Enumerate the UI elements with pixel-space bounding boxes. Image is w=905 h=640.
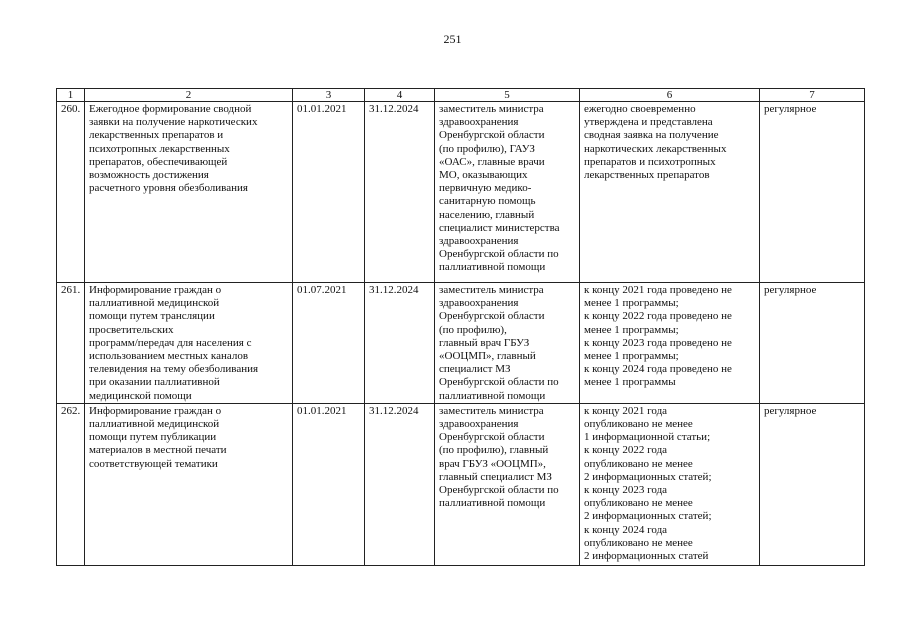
start-date: 01.07.2021	[293, 283, 365, 404]
text-line: «ОАС», главные врачи	[439, 155, 545, 168]
table-row	[57, 403, 865, 565]
text-line: помощи путем публикации	[89, 431, 217, 444]
text-line: населению, главный	[439, 208, 535, 221]
text-line: возможность достижения	[89, 169, 209, 182]
page-number: 251	[443, 32, 462, 46]
text-line: специалист МЗ	[439, 363, 511, 376]
table-row	[57, 283, 865, 404]
end-date: 31.12.2024	[365, 102, 435, 283]
activity-cell	[85, 102, 293, 283]
activity-type: регулярное	[760, 102, 865, 283]
text-line: программ/передач для населения с	[89, 336, 252, 349]
text-line: паллиативной помощи	[439, 389, 546, 402]
text-line: лекарственных препаратов	[584, 169, 710, 182]
text-line: ежегодно своевременно	[584, 103, 696, 115]
result-cell	[580, 403, 760, 565]
text-line: специалист министерства	[439, 221, 560, 234]
text-line: к концу 2024 года проведено не	[584, 363, 732, 376]
text-line: наркотических лекарственных	[584, 142, 727, 155]
text-line: к концу 2023 года проведено не	[584, 336, 732, 349]
text-line: Оренбургской области по	[439, 484, 559, 497]
text-line: к концу 2022 года проведено не	[584, 310, 732, 323]
text-line: психотропных лекарственных	[89, 142, 230, 155]
text-line: опубликовано не менее	[584, 418, 693, 431]
activity-type: регулярное	[760, 403, 865, 565]
column-header-2: 2	[85, 89, 293, 102]
text-line: препаратов и психотропных	[584, 155, 716, 168]
text-line: к концу 2024 года	[584, 523, 668, 536]
text-line: здравоохранения	[439, 297, 519, 310]
result-cell	[580, 102, 760, 283]
text-line: соответствующей тематики	[89, 457, 218, 470]
text-line: (по профилю), главный	[439, 444, 549, 457]
text-line: менее 1 программы	[584, 376, 676, 389]
activity-type: регулярное	[760, 283, 865, 404]
text-line: материалов в местной печати	[89, 444, 227, 457]
text-line: 1 информационной статьи;	[584, 431, 711, 444]
text-line: к концу 2022 года	[584, 444, 668, 457]
column-header-5: 5	[435, 89, 580, 102]
column-header-1: 1	[57, 89, 85, 102]
column-header-4: 4	[365, 89, 435, 102]
text-line: менее 1 программы;	[584, 297, 679, 310]
text-line: 2 информационных статей;	[584, 510, 712, 523]
text-line: Информирование граждан о	[89, 284, 222, 296]
responsible-cell	[435, 283, 580, 404]
text-line: здравоохранения	[439, 235, 519, 248]
text-line: препаратов, обеспечивающей	[89, 155, 228, 168]
text-line: к концу 2021 года проведено не	[584, 284, 732, 296]
text-line: 2 информационных статей	[584, 550, 709, 563]
text-line: Информирование граждан о	[89, 404, 222, 417]
text-line: 2 информационных статей;	[584, 470, 712, 483]
text-line: сводная заявка на получение	[584, 129, 719, 142]
text-line: помощи путем трансляции	[89, 310, 215, 323]
text-line: Оренбургской области по	[439, 248, 559, 261]
column-header-7: 7	[760, 89, 865, 102]
column-number-row	[57, 89, 865, 102]
text-line: к концу 2021 года	[584, 404, 668, 417]
text-line: здравоохранения	[439, 418, 519, 431]
text-line: медицинской помощи	[89, 389, 192, 402]
column-header-3: 3	[293, 89, 365, 102]
text-line: первичную медико-	[439, 182, 532, 195]
end-date: 31.12.2024	[365, 283, 435, 404]
activity-cell	[85, 403, 293, 565]
text-line: МО, оказывающих	[439, 169, 528, 182]
text-line: санитарную помощь	[439, 195, 536, 208]
start-date: 01.01.2021	[293, 102, 365, 283]
text-line: просветительских	[89, 323, 174, 336]
row-number: 261.	[57, 283, 85, 404]
text-line: Оренбургской области	[439, 129, 545, 142]
text-line: Оренбургской области	[439, 431, 545, 444]
text-line: заместитель министра	[439, 404, 544, 417]
responsible-cell	[435, 403, 580, 565]
row-number: 262.	[57, 403, 85, 565]
text-line: заместитель министра	[439, 103, 544, 115]
text-line: здравоохранения	[439, 116, 519, 129]
text-line: опубликовано не менее	[584, 536, 693, 549]
text-line: Ежегодное формирование сводной	[89, 103, 252, 115]
table-row	[57, 102, 865, 283]
text-line: расчетного уровня обезболивания	[89, 182, 248, 195]
text-line: (по профилю),	[439, 323, 507, 336]
text-line: утверждена и представлена	[584, 116, 713, 129]
text-line: опубликовано не менее	[584, 457, 693, 470]
column-header-6: 6	[580, 89, 760, 102]
text-line: использованием местных каналов	[89, 350, 249, 363]
text-line: при оказании паллиативной	[89, 376, 220, 389]
text-line: менее 1 программы;	[584, 350, 679, 363]
end-date: 31.12.2024	[365, 403, 435, 565]
text-line: врач ГБУЗ «ООЦМП»,	[439, 457, 546, 470]
text-line: паллиативной медицинской	[89, 297, 220, 310]
text-line: к концу 2023 года	[584, 484, 668, 497]
text-line: (по профилю), ГАУЗ	[439, 142, 535, 155]
text-line: Оренбургской области по	[439, 376, 559, 389]
text-line: главный специалист МЗ	[439, 470, 552, 483]
text-line: паллиативной помощи	[439, 261, 546, 274]
text-line: телевидения на тему обезболивания	[89, 363, 259, 376]
text-line: опубликовано не менее	[584, 497, 693, 510]
text-line: паллиативной медицинской	[89, 418, 220, 431]
text-line: главный врач ГБУЗ	[439, 336, 530, 349]
result-cell	[580, 283, 760, 404]
text-line: лекарственных препаратов и	[89, 129, 224, 142]
text-line: менее 1 программы;	[584, 323, 679, 336]
text-line: «ООЦМП», главный	[439, 350, 536, 363]
text-line: паллиативной помощи	[439, 497, 546, 510]
start-date: 01.01.2021	[293, 403, 365, 565]
text-line: заявки на получение наркотических	[89, 116, 258, 129]
row-number: 260.	[57, 102, 85, 283]
responsible-cell	[435, 102, 580, 283]
plan-table	[56, 88, 865, 566]
text-line: Оренбургской области	[439, 310, 545, 323]
activity-cell	[85, 283, 293, 404]
text-line: заместитель министра	[439, 284, 544, 296]
